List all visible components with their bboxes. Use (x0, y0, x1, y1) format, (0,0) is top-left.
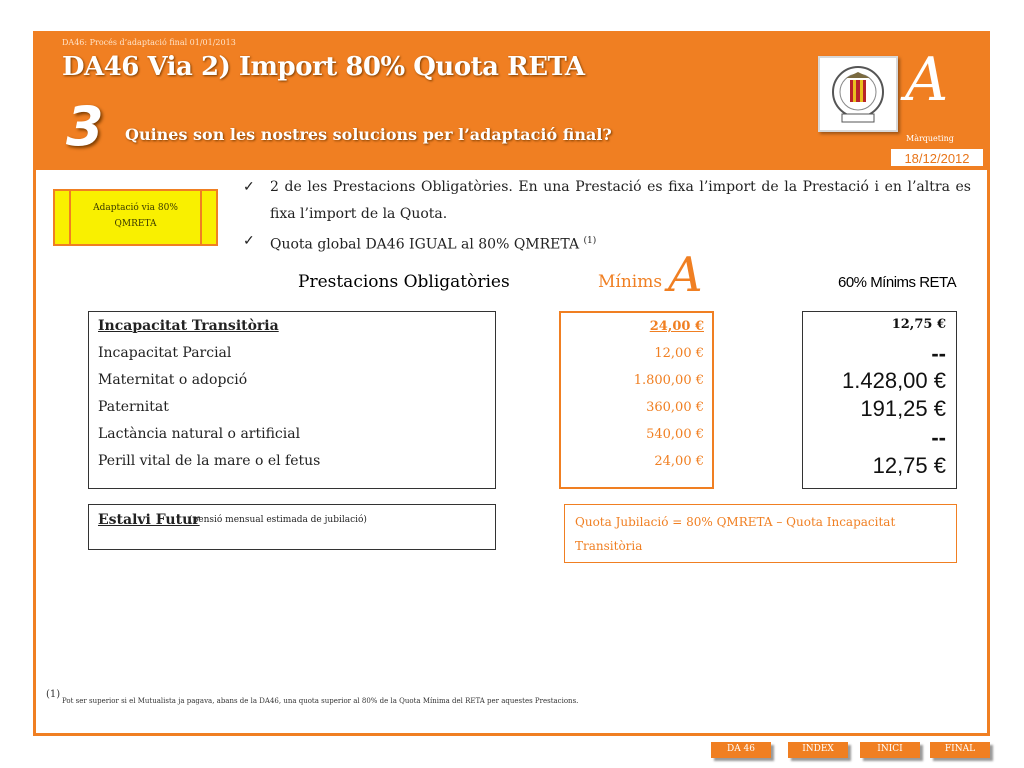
bullet-list (243, 174, 971, 259)
bullet-text-1: 2 de les Prestacions Obligatòries. En una Prestació es fixa l’import de la Prestació i en l’altra es fixa l’import de la Quota. (270, 179, 971, 222)
table-row-pct: 12,75 € (872, 453, 946, 478)
adaptation-tag (53, 189, 218, 246)
column-header-prestacions: Prestacions Obligatòries (298, 272, 510, 292)
nav-da46-button[interactable]: DA 46 (711, 742, 771, 758)
table-row-label: Perill vital de la mare o el fetus (98, 453, 321, 469)
breadcrumb: DA46: Procés d’adaptació final 01/01/2013 (62, 38, 236, 47)
estalvi-note: (pensió mensual estimada de jubilació) (189, 515, 367, 525)
nav-index-button[interactable]: INDEX (788, 742, 848, 758)
table-row-pct: -- (931, 341, 946, 366)
table-row-min: 540,00 € (646, 427, 704, 442)
page-subtitle: Quines son les nostres solucions per l’adaptació final? (125, 125, 612, 144)
bullet-text-2: Quota global DA46 IGUAL al 80% QMRETA (270, 236, 580, 253)
estalvi-box (88, 504, 496, 550)
table-row-label: Lactància natural o artificial (98, 426, 301, 442)
tag-left-bar (55, 191, 71, 244)
table-row-min: 12,00 € (654, 346, 704, 361)
check-icon: ✓ (243, 179, 255, 195)
table-row-label: Paternitat (98, 399, 169, 415)
table-row-min: 1.800,00 € (633, 373, 704, 388)
table-row-pct: 12,75 € (891, 317, 946, 332)
date-badge: 18/12/2012 (890, 148, 984, 167)
footnote-mark: (1) (46, 689, 61, 700)
bullet-item (243, 228, 971, 259)
brand-logo-letter: A (905, 45, 949, 115)
tag-line-2: QMRETA (114, 219, 157, 229)
nav-final-button[interactable]: FINAL (930, 742, 990, 758)
tag-line-1: Adaptació via 80% (93, 203, 178, 213)
footnote-text: Pot ser superior si el Mutualista ja pagava, abans de la DA46, una quota superior al 80% de la Quota Mínima del RETA per aquestes Prestacions. (62, 697, 579, 705)
column-header-minims: Mínims (598, 272, 663, 292)
table-row-pct: -- (931, 425, 946, 450)
college-logo (818, 56, 898, 132)
brand-watermark-icon: A (668, 247, 703, 303)
brand-logo-text: Màrqueting (906, 134, 954, 143)
table-row-label: Incapacitat Parcial (98, 345, 232, 361)
step-number: 3 (66, 95, 104, 158)
page-title: DA46 Via 2) Import 80% Quota RETA (62, 52, 585, 82)
table-row-min: 24,00 € (654, 454, 704, 469)
nav-inici-button[interactable]: INICI (860, 742, 920, 758)
estalvi-title: Estalvi Futur (98, 512, 200, 528)
tag-right-bar (200, 191, 216, 244)
table-row-min: 24,00 € (649, 319, 704, 334)
check-icon: ✓ (243, 233, 255, 249)
table-row-label: Incapacitat Transitòria (98, 318, 279, 334)
table-row-min: 360,00 € (646, 400, 704, 415)
formula-text: Quota Jubilació = 80% QMRETA – Quota Incapacitat Transitòria (575, 515, 896, 553)
formula-box (564, 504, 957, 563)
table-row-label: Maternitat o adopció (98, 372, 248, 388)
table-row-pct: 1.428,00 € (842, 368, 946, 393)
column-header-pct: 60% Mínims RETA (838, 274, 957, 291)
bullet-footnote-ref: (1) (583, 236, 597, 246)
bullet-item (243, 174, 971, 228)
table-row-pct: 191,25 € (860, 396, 946, 421)
